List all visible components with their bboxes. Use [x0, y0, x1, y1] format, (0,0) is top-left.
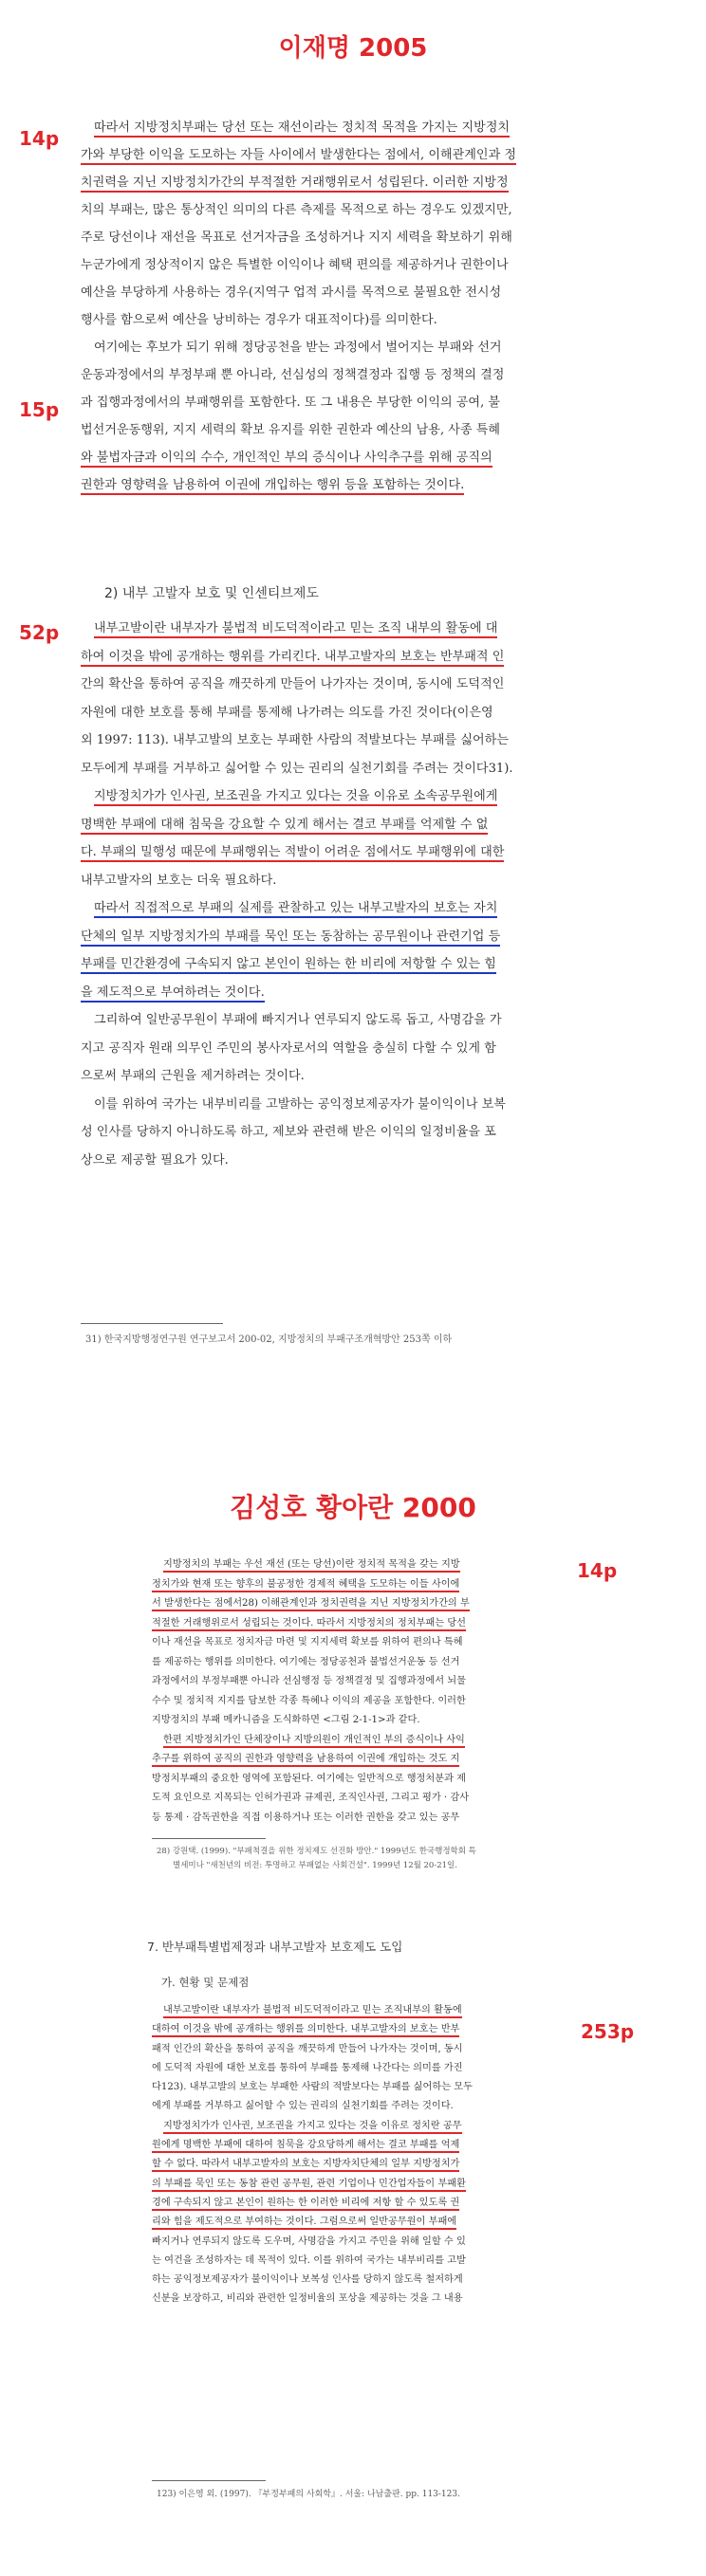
section-lee-p52: [81, 615, 650, 1174]
text-line: 다123). 내부고발의 보호는 부패한 사람의 적발보다는 부패를 싫어하는 모두: [152, 2082, 473, 2093]
text-line: 정치가와 현재 또는 향후의 불공정한 경제적 혜택을 도모하는 이들 사이에: [152, 1575, 569, 1595]
text-line: 내부고발자의 보호는 더욱 필요하다.: [81, 873, 277, 888]
page-tag-14p-bottom: 14p: [577, 1559, 618, 1582]
footnote-rule: [152, 2480, 266, 2481]
text-line: 와 불법자금과 이익의 수수, 개인적인 부의 증식이나 사익추구를 위해 공직의: [81, 444, 650, 471]
text-line: 에게 부패를 거부하고 싫어할 수 있는 권리의 실천기회를 주려는 것이다.: [152, 2101, 454, 2112]
text-line: 내부고발이란 내부자가 불법적 비도덕적이라고 믿는 조직 내부의 활동에 대: [81, 615, 650, 643]
text-line: 등 통제 · 감독권한을 직접 이용하거나 또는 이러한 권한을 갖고 있는 공무: [152, 1812, 460, 1823]
text-line: 신분을 보장하고, 비리와 관련한 일정비율의 포상을 제공하는 것을 그 내용: [152, 2293, 463, 2305]
text-line: 수수 및 정치적 지지를 담보한 각종 특혜나 이익의 제공을 포함한다. 이러한: [152, 1695, 466, 1706]
footnote-28-line1: 28) 강원택. (1999). "부패척결을 위한 정치제도 선진화 방안." 1999년도 한국행정학회 특: [157, 1847, 476, 1856]
text-line: 상으로 제공할 필요가 있다.: [81, 1152, 229, 1168]
text-line: 단체의 일부 지방정치가의 부패를 묵인 또는 동참하는 공무원이나 관련기업 등: [81, 923, 650, 951]
text-line: 그리하여 일반공무원이 부패에 빠지거나 연루되지 않도록 돕고, 사명감을 가: [94, 1013, 502, 1027]
text-line: 를 제공하는 행위를 의미한다. 여기에는 정당공천과 불법선거운동 등 선거: [152, 1656, 460, 1667]
footnote-28-line2: 별세미나 "새천년의 비전: 투명하고 부패없는 사회건설". 1999년 12월 20-21일.: [173, 1861, 457, 1870]
text-line: 명백한 부패에 대해 침묵을 강요할 수 있게 해서는 결코 부패를 억제할 수 없: [81, 811, 650, 839]
text-line: 지방정치의 부패 메카니즘을 도식화하면 <그림 2-1-1>과 같다.: [152, 1715, 420, 1725]
text-line: 추구를 위하여 공직의 권한과 영향력을 남용하여 이권에 개입하는 것도 지: [152, 1750, 569, 1770]
footnote-rule: [81, 1323, 223, 1324]
text-line: 간의 확산을 통하여 공직을 깨끗하게 만들어 나가자는 것이며, 동시에 도덕적인: [81, 677, 505, 691]
section-kim-p253: [152, 2001, 569, 2309]
footnote-rule: [152, 1838, 266, 1839]
text-line: 치의 부패는, 많은 통상적인 의미의 다른 측제를 목적으로 하는 경우도 있겠지만,: [81, 203, 512, 217]
text-line: 예산을 부당하게 사용하는 경우(지역구 업적 과시를 목적으로 불필요한 전시성: [81, 285, 502, 300]
text-line: 방정치부패의 중요한 영역에 포함된다. 여기에는 일반적으로 행정처분과 제: [152, 1773, 466, 1784]
page-tag-15p: 15p: [19, 398, 60, 421]
section-kim-p14: [152, 1555, 569, 1828]
text-line: 내부고발이란 내부자가 불법적 비도덕적이라고 믿는 조직내부의 활동에: [152, 2001, 569, 2020]
text-line: 과정에서의 부정부패뿐 아니라 선심행정 등 정책결정 및 집행과정에서 뇌물: [152, 1676, 466, 1686]
text-line: 주로 당선이나 재선을 목표로 선거자금을 조성하거나 지지 세력을 확보하기 위해: [81, 230, 512, 245]
section-heading-anticorruption-law: 7. 반부패특별법제정과 내부고발자 보호제도 도입: [147, 1940, 403, 1954]
text-line: 지방정치의 부패는 우선 재선 (또는 당선)이란 정치적 목적을 갖는 지방: [152, 1555, 569, 1575]
text-line: 이나 재선을 목표로 정치자금 마련 및 지지세력 확보를 위하여 편의나 특혜: [152, 1637, 463, 1647]
title-kim-hwang: 김성호 황아란 2000: [230, 1492, 476, 1523]
text-line: 하는 공익정보제공자가 불이익이나 보복성 인사를 당하지 않도록 철저하게: [152, 2274, 463, 2286]
text-line: 이를 위하여 국가는 내부비리를 고발하는 공익정보제공자가 불이익이나 보복: [94, 1096, 506, 1112]
page-tag-52p: 52p: [19, 621, 60, 644]
text-line: 원에게 명백한 부패에 대하여 침묵을 강요당하게 해서는 결코 부패를 억제: [152, 2136, 569, 2155]
text-line: 부패를 민간환경에 구속되지 않고 본인이 원하는 한 비리에 저항할 수 있는 힘: [81, 950, 650, 979]
text-line: 모두에게 부패를 거부하고 싫어할 수 있는 권리의 실천기회를 주려는 것이다31).: [81, 761, 513, 776]
footnote-31: 31) 한국지방행정연구원 연구보고서 200-02, 지방정치의 부패구조개혁방안 253쪽 이하: [85, 1334, 453, 1345]
text-line: 다. 부패의 밀행성 때문에 부패행위는 적발이 어려운 점에서도 부패행위에 대한: [81, 838, 650, 867]
text-line: 치권력을 지닌 지방정치가간의 부적절한 거래행위로서 성립된다. 이러한 지방정: [81, 169, 650, 196]
section-lee-p14: [81, 114, 650, 499]
text-line: 자원에 대한 보호를 통해 부패를 통제해 나가려는 의도를 가진 것이다(이은영: [81, 705, 493, 720]
text-line: 대하여 이것을 밖에 공개하는 행위를 의미한다. 내부고발자의 보호는 반부: [152, 2020, 569, 2039]
text-line: 의 부패를 묵인 또는 동참 관련 공무원, 관련 기업이나 민간업자들이 부패환: [152, 2175, 569, 2194]
text-line: 과 집행과정에서의 부패행위를 포함한다. 또 그 내용은 부당한 이익의 공여, 불: [81, 396, 501, 410]
text-line: 빠지거나 연루되지 않도록 도우며, 사명감을 가지고 주민을 위해 일할 수 있: [152, 2236, 466, 2247]
text-line: 도적 요인으로 지목되는 인허가권과 규제권, 조직인사권, 그리고 평가 · 감사: [152, 1793, 470, 1803]
text-line: 한편 지방정치가인 단체장이나 지방의원이 개인적인 부의 증식이나 사익: [152, 1731, 569, 1751]
footnote-123: 123) 이은영 외. (1997). 『부정부패의 사회학』. 서울: 나남출판. pp. 113-123.: [157, 2490, 460, 2499]
text-line: 할 수 없다. 따라서 내부고발자의 보호는 지방자치단체의 일부 지방정치가: [152, 2155, 569, 2174]
text-line: 법선거운동행위, 지지 세력의 확보 유지를 위한 권한과 예산의 남용, 사종 특혜: [81, 423, 501, 437]
text-line: 패적 인간의 확산을 통하여 공직을 깨끗하게 만들어 나가자는 것이며, 동시: [152, 2043, 463, 2054]
page-tag-253p: 253p: [581, 2020, 635, 2043]
text-line: 에 도덕적 자원에 대한 보호를 통하여 부패를 통제해 나간다는 의미를 가진: [152, 2062, 463, 2073]
text-line: 운동과정에서의 부정부패 뿐 아니라, 선심성의 정책결정과 집행 등 정책의 결정: [81, 368, 505, 382]
text-line: 가와 부당한 이익을 도모하는 자들 사이에서 발생한다는 점에서, 이해관계인과 정: [81, 141, 650, 169]
text-line: 지방정치가가 인사권, 보조권을 가지고 있다는 것을 이유로 소속공무원에게: [81, 782, 650, 811]
text-line: 을 제도적으로 부여하려는 것이다.: [81, 979, 650, 1007]
text-line: 누군가에게 정상적이지 않은 특별한 이익이나 혜택 편의를 제공하거나 권한이나: [81, 258, 509, 272]
section-heading-whistleblower: 2) 내부 고발자 보호 및 인센티브제도: [104, 586, 319, 601]
text-line: 성 인사를 당하지 아니하도록 하고, 제보와 관련해 받은 이익의 일정비율을 포: [81, 1125, 496, 1139]
text-line: 적절한 거래행위로서 성립되는 것이다. 따라서 지방정치의 정치부패는 당선: [152, 1614, 569, 1634]
text-line: 경에 구속되지 않고 본인이 원하는 한 이러한 비리에 저항 할 수 있도록 권: [152, 2194, 569, 2213]
text-line: 하여 이것을 밖에 공개하는 행위를 가리킨다. 내부고발자의 보호는 반부패적 인: [81, 643, 650, 672]
text-line: 외 1997: 113). 내부고발의 보호는 부패한 사람의 적발보다는 부패를 싫어하는: [81, 733, 509, 747]
text-line: 으로써 부패의 근원을 제거하려는 것이다.: [81, 1069, 305, 1083]
text-line: 서 발생한다는 점에서28) 이해관계인과 정치권력을 지닌 지방정치가간의 부: [152, 1594, 569, 1614]
text-line: 리와 힘을 제도적으로 부여하는 것이다. 그럼으로써 일반공무원이 부패에: [152, 2213, 569, 2232]
text-line: 지방정치가가 인사권, 보조권을 가지고 있다는 것을 이유로 정치란 공무: [152, 2117, 569, 2136]
text-line: 권한과 영향력을 남용하여 이권에 개입하는 행위 등을 포함하는 것이다.: [81, 471, 650, 499]
text-line: 는 여건을 조성하자는 데 목적이 있다. 이를 위하여 국가는 내부비리를 고발: [152, 2254, 466, 2266]
text-line: 지고 공직자 원래 의무인 주민의 봉사자로서의 역할을 충실히 다할 수 있게 함: [81, 1040, 496, 1056]
text-line: 행사를 함으로써 예산을 낭비하는 경우가 대표적이다)를 의미한다.: [81, 313, 437, 327]
text-line: 따라서 지방정치부패는 당선 또는 재선이라는 정치적 목적을 가지는 지방정치: [81, 114, 650, 141]
text-line: 여기에는 후보가 되기 위해 정당공천을 받는 과정에서 벌어지는 부패와 선거: [94, 340, 502, 355]
text-line: 따라서 직접적으로 부패의 실제를 관찰하고 있는 내부고발자의 보호는 자치: [81, 894, 650, 923]
page-tag-14p-top: 14p: [19, 127, 60, 150]
title-lee: 이재명 2005: [278, 34, 428, 63]
section-subheading-status: 가. 현황 및 문제점: [161, 1976, 250, 1989]
